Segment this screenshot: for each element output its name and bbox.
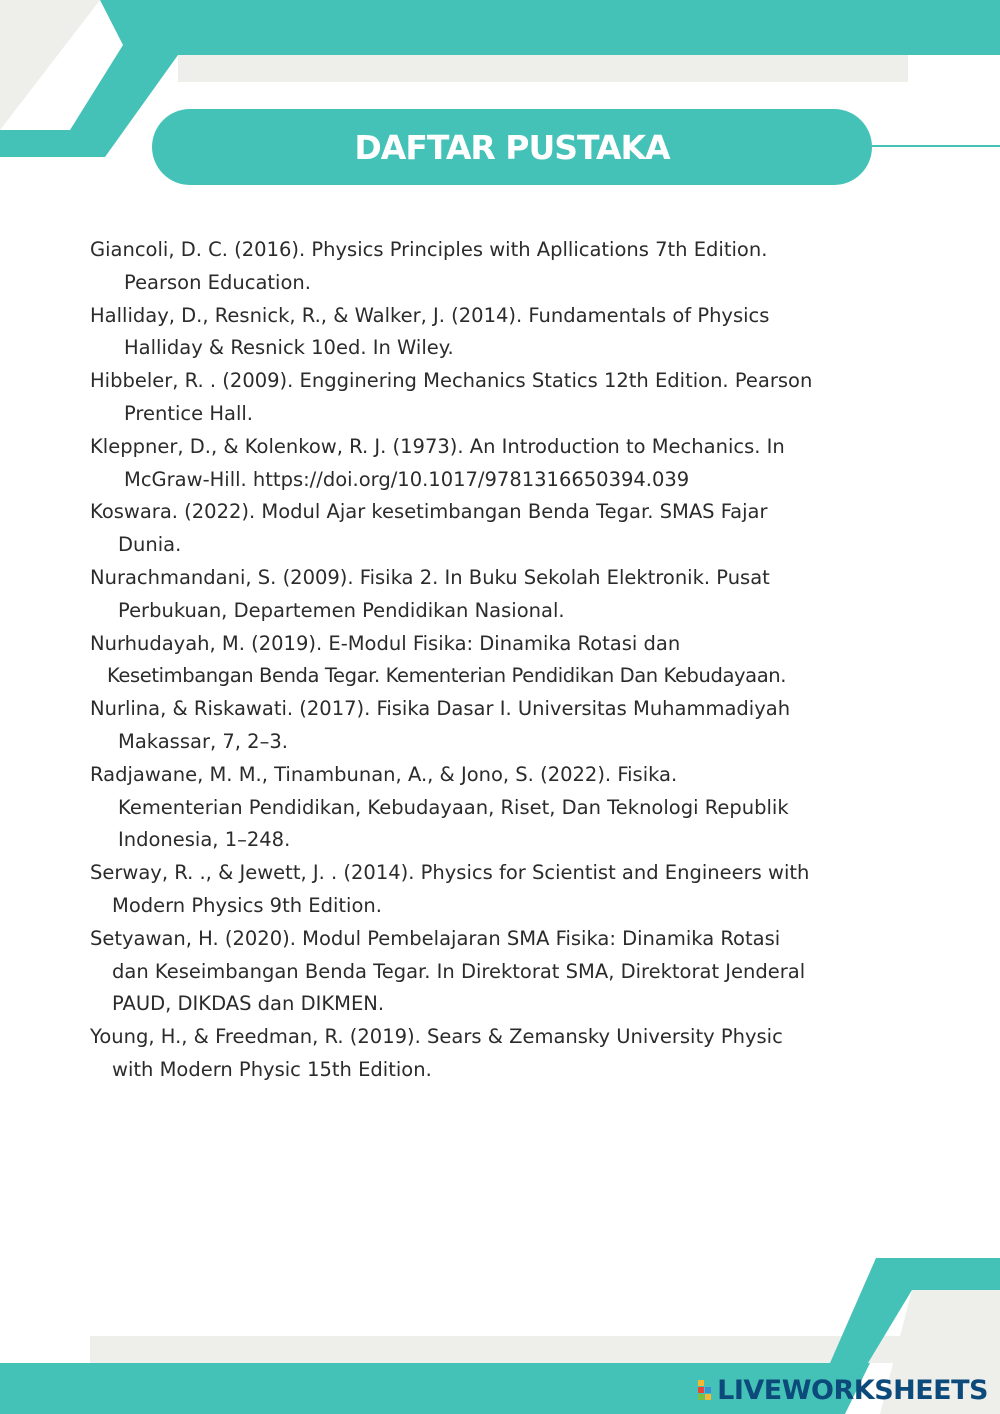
reference-list <box>90 234 930 1087</box>
reference-item <box>90 365 930 431</box>
bottom-gray-band <box>90 1336 910 1363</box>
reference-item <box>90 759 930 857</box>
reference-item <box>90 693 930 759</box>
reference-continuation: Halliday & Resnick 10ed. In Wiley. <box>124 336 454 360</box>
reference-continuation: Kesetimbangan Benda Tegar. Kementerian Pendidikan Dan Kebudayaan. <box>107 664 787 688</box>
top-gray-band <box>178 55 908 82</box>
title-banner <box>152 109 872 185</box>
reference-continuation: McGraw-Hill. https://doi.org/10.1017/9781316650394.039 <box>124 467 690 491</box>
reference-item <box>90 857 930 923</box>
liveworksheets-logo <box>698 1373 988 1407</box>
reference-first-line: Giancoli, D. C. (2016). Physics Principles with Apllications 7th Edition. <box>90 238 768 261</box>
reference-item <box>90 496 930 562</box>
reference-continuation: Perbukuan, Departemen Pendidikan Nasional. <box>118 598 565 622</box>
reference-continuation: with Modern Physic 15th Edition. <box>112 1057 432 1081</box>
reference-first-line: Serway, R. ., & Jewett, J. . (2014). Physics for Scientist and Engineers with <box>90 861 810 885</box>
reference-first-line: Halliday, D., Resnick, R., & Walker, J. (2014). Fundamentals of Physics <box>90 303 770 327</box>
reference-item <box>90 1021 930 1087</box>
reference-first-line: Hibbeler, R. . (2009). Engginering Mechanics Statics 12th Edition. Pearson <box>90 369 813 393</box>
brand-text: LIVEWORKSHEETS <box>717 1374 988 1406</box>
reference-continuation: Pearson Education. <box>124 270 311 294</box>
reference-continuation: Prentice Hall. <box>124 401 253 425</box>
reference-first-line: Setyawan, H. (2020). Modul Pembelajaran SMA Fisika: Dinamika Rotasi <box>90 926 781 950</box>
liveworksheets-icon <box>698 1380 711 1400</box>
reference-item <box>90 431 930 497</box>
reference-first-line: Kleppner, D., & Kolenkow, R. J. (1973). An Introduction to Mechanics. In <box>90 434 785 458</box>
reference-continuation: Dunia. <box>118 533 182 557</box>
reference-first-line: Nurhudayah, M. (2019). E-Modul Fisika: Dinamika Rotasi dan <box>90 631 681 655</box>
reference-first-line: Nurlina, & Riskawati. (2017). Fisika Dasar I. Universitas Muhammadiyah <box>90 697 791 721</box>
reference-continuation: Modern Physics 9th Edition. <box>112 893 382 917</box>
reference-continuation: Makassar, 7, 2–3. <box>118 729 288 753</box>
reference-item <box>90 234 930 300</box>
page-title: DAFTAR PUSTAKA <box>354 127 670 167</box>
reference-item <box>90 628 930 694</box>
reference-item <box>90 562 930 628</box>
reference-item <box>90 300 930 366</box>
reference-continuation: Kementerian Pendidikan, Kebudayaan, Riset, Dan Teknologi Republik <box>118 795 789 819</box>
reference-continuation: PAUD, DIKDAS dan DIKMEN. <box>112 992 385 1016</box>
reference-continuation: Indonesia, 1–248. <box>118 828 291 852</box>
reference-continuation: dan Keseimbangan Benda Tegar. In Direktorat SMA, Direktorat Jenderal <box>112 959 806 983</box>
reference-item <box>90 923 930 1021</box>
reference-first-line: Koswara. (2022). Modul Ajar kesetimbangan Benda Tegar. SMAS Fajar <box>90 500 768 524</box>
title-rule <box>872 145 1000 147</box>
reference-first-line: Young, H., & Freedman, R. (2019). Sears & Zemansky University Physic <box>90 1025 783 1049</box>
reference-first-line: Radjawane, M. M., Tinambunan, A., & Jono, S. (2022). Fisika. <box>90 762 678 786</box>
reference-first-line: Nurachmandani, S. (2009). Fisika 2. In Buku Sekolah Elektronik. Pusat <box>90 565 770 589</box>
